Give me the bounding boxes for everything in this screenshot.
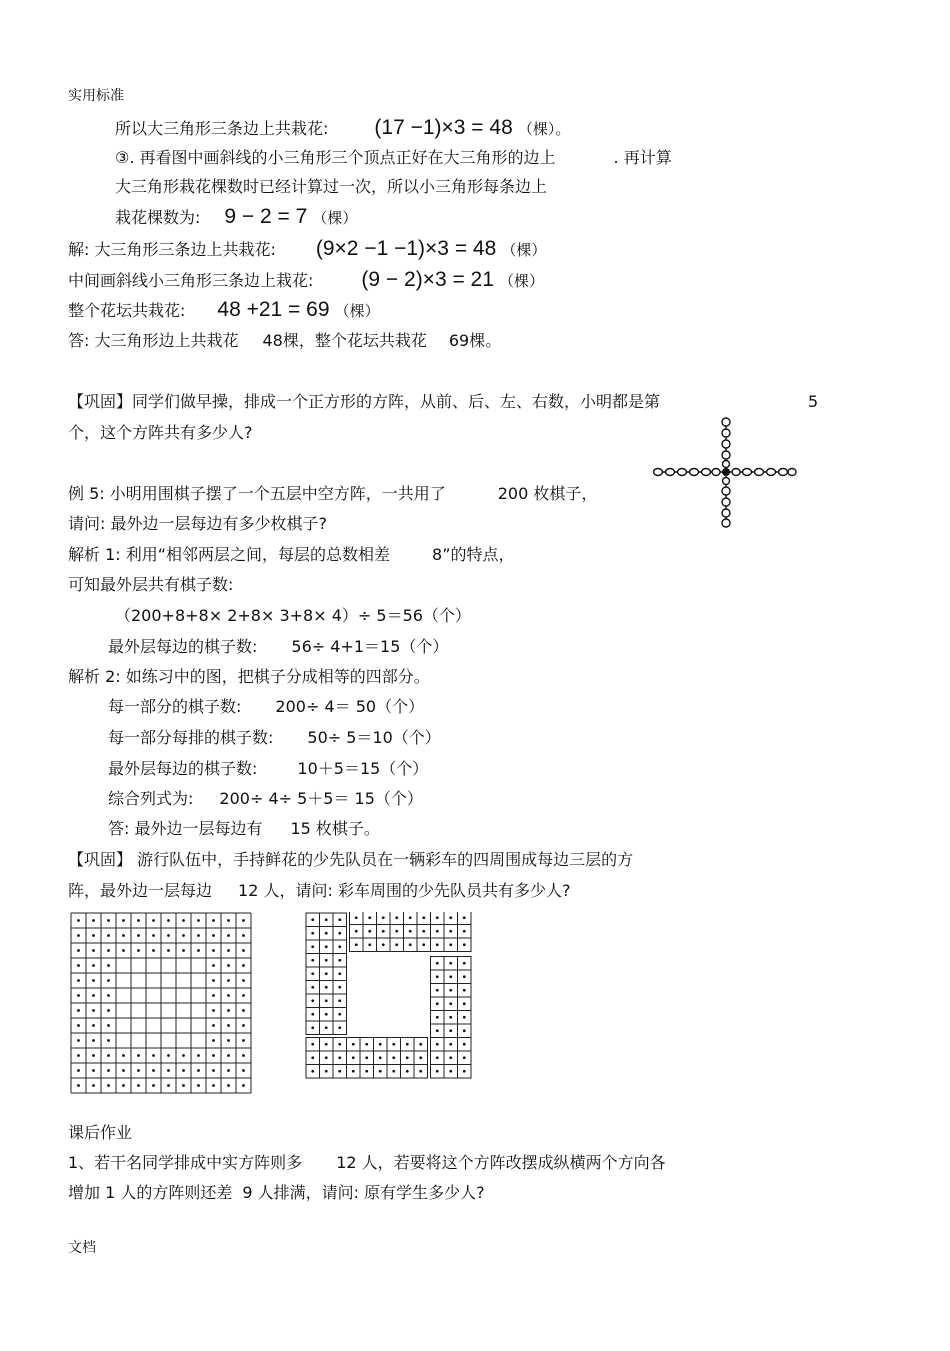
chess-piece-dot [436,930,439,933]
analysis-2-per-row [108,728,441,748]
chess-piece-dot [107,949,110,952]
chess-piece-dot [167,934,170,937]
chess-piece-dot [92,1039,95,1042]
line-text: 9 人排满，请问: 原有学生多少人? [242,1183,485,1202]
chess-piece-dot [338,1043,341,1046]
chess-piece-dot [395,943,398,946]
hollow-square-grid-figure [70,912,252,1094]
chess-piece-dot [368,943,371,946]
chess-piece-dot [242,964,245,967]
grid-part [350,912,472,952]
chess-piece-dot [379,1070,382,1073]
chess-piece-dot [325,959,328,962]
chess-piece-dot [212,994,215,997]
chess-piece-dot [382,916,385,919]
chess-piece-dot [419,1043,422,1046]
homework-q1-line2 [68,1183,485,1203]
chess-piece-dot [167,1069,170,1072]
chess-piece-dot [392,1056,395,1059]
chess-piece-dot [463,943,466,946]
chess-piece-dot [338,972,341,975]
unit: （棵）。 [517,120,571,138]
consolidate-1-line2: 个，这个方阵共有多少人? [68,423,253,442]
chess-piece-dot [242,949,245,952]
line-solution [68,239,546,260]
chess-piece-dot [242,994,245,997]
unit: （棵） [499,272,545,290]
chess-piece-dot [227,964,230,967]
chess-piece-dot [182,934,185,937]
line-text: 12 人，请问: 彩车周围的少先队员共有多少人? [238,881,571,900]
chess-piece-dot [242,979,245,982]
formula: 48 +21 = 69 [217,298,330,321]
chess-piece-dot [242,919,245,922]
chess-piece-dot [107,1039,110,1042]
chess-piece-dot [338,1070,341,1073]
chess-piece-dot [338,1026,341,1029]
chess-piece-dot [152,919,155,922]
chess-piece-dot [311,986,314,989]
chess-piece-dot [449,916,452,919]
chess-piece-dot [463,930,466,933]
chess-piece-dot [436,1043,439,1046]
analysis-2-per-side [108,759,428,779]
chess-piece-dot [463,1043,466,1046]
chess-piece-dot [227,1084,230,1087]
chess-piece-dot [242,1069,245,1072]
chess-piece-dot [325,945,328,948]
chess-piece-dot [436,1016,439,1019]
chess-piece-dot [368,930,371,933]
chess-piece-dot [227,1054,230,1057]
chess-piece-dot [325,972,328,975]
formula: 56÷ 4+1＝15（个） [291,637,449,656]
chess-piece-dot [167,949,170,952]
chess-piece-dot [197,934,200,937]
chess-piece-dot [107,994,110,997]
page-header: 实用标准 [68,88,124,104]
chess-piece-dot [338,959,341,962]
chess-piece-dot [338,918,341,921]
chess-piece-dot [449,1016,452,1019]
chess-piece-dot [167,919,170,922]
chess-piece-dot [449,1043,452,1046]
chess-piece-dot [77,919,80,922]
consolidate-1-number: 5 [808,392,819,411]
analysis-1-formula: （200+8+8× 2+8× 3+8× 4）÷ 5＝56（个） [115,606,471,625]
chess-piece-dot [212,1039,215,1042]
chess-piece-dot [325,1070,328,1073]
line-text: 综合列式为: [108,789,194,808]
chess-piece-dot [77,964,80,967]
grid-part [431,957,472,1079]
line-small-per-side [115,207,357,228]
chess-piece-dot [392,1070,395,1073]
chess-piece-dot [92,919,95,922]
bead-cross-figure [648,414,798,530]
chess-piece-dot [152,1069,155,1072]
chess-piece-dot [463,975,466,978]
chess-piece-dot [449,962,452,965]
chess-piece-dot [325,1056,328,1059]
chess-piece-dot [167,1084,170,1087]
chess-piece-dot [436,975,439,978]
chess-piece-dot [409,930,412,933]
chess-piece-dot [436,916,439,919]
chess-piece-dot [182,1084,185,1087]
chess-piece-dot [311,1026,314,1029]
chess-piece-dot [242,1009,245,1012]
chess-piece-dot [197,1084,200,1087]
chess-piece-dot [242,934,245,937]
chess-piece-dot [77,1069,80,1072]
chess-piece-dot [212,949,215,952]
line-text: 中间画斜线小三角形三条边上栽花: [68,271,314,290]
chess-piece-dot [449,943,452,946]
line-text: 解析 1: 利用“相邻两层之间，每层的总数相差 [68,545,391,564]
analysis-2-per-part [108,697,424,717]
page-footer: 文档 [68,1240,96,1256]
chess-piece-dot [212,964,215,967]
chess-piece-dot [352,1070,355,1073]
analysis-1-per-side [108,637,448,657]
line-text: 答: 最外边一层每边有 [108,819,263,838]
line-text: 12 人，若要将这个方阵改摆成纵横两个方向各 [336,1153,666,1172]
line-text: 栽花棵数为: [115,208,201,227]
chess-piece-dot [182,1054,185,1057]
analysis-2-line: 解析 2: 如练习中的图，把棋子分成相等的四部分。 [68,667,430,686]
formula: (9 − 2)×3 = 21 [361,268,494,291]
formula: 10＋5＝15（个） [297,759,429,778]
chess-piece-dot [355,943,358,946]
chess-piece-dot [406,1043,409,1046]
chess-piece-dot [325,1026,328,1029]
line-answer-1 [68,331,501,351]
chess-piece-dot [92,1069,95,1072]
grid-part [306,954,347,1035]
chess-piece-dot [449,930,452,933]
chess-piece-dot [122,1069,125,1072]
chess-piece-dot [152,1054,155,1057]
chess-piece-dot [463,1016,466,1019]
consolidate-2-line2 [68,881,570,901]
chess-piece-dot [107,964,110,967]
chess-piece-dot [463,1002,466,1005]
formula: 50÷ 5＝10（个） [307,728,441,747]
chess-piece-dot [352,1043,355,1046]
line-text: 8”的特点， [432,545,515,564]
chess-piece-dot [449,1029,452,1032]
chess-piece-dot [137,919,140,922]
chess-piece-dot [107,1054,110,1057]
chess-piece-dot [212,934,215,937]
chess-piece-dot [449,1070,452,1073]
line-text: 例 5: 小明用围棋子摆了一个五层中空方阵，一共用了 [68,484,446,503]
chess-piece-dot [92,934,95,937]
chess-piece-dot [395,916,398,919]
chess-piece-dot [152,1084,155,1087]
chess-piece-dot [422,943,425,946]
chess-piece-dot [311,918,314,921]
chess-piece-dot [436,1070,439,1073]
chess-piece-dot [137,1084,140,1087]
chess-piece-dot [449,1002,452,1005]
chess-piece-dot [436,1056,439,1059]
chess-piece-dot [197,949,200,952]
chess-piece-dot [419,1056,422,1059]
line-text: 1、若干名同学排成中实方阵则多 [68,1153,303,1172]
chess-piece-dot [463,916,466,919]
chess-piece-dot [122,934,125,937]
unit: （棵） [501,241,547,259]
chess-piece-dot [227,1039,230,1042]
chess-piece-dot [368,916,371,919]
chess-piece-dot [92,1009,95,1012]
chess-piece-dot [419,1070,422,1073]
chess-piece-dot [436,1029,439,1032]
chess-piece-dot [227,1009,230,1012]
chess-piece-dot [227,1069,230,1072]
chess-piece-dot [325,1013,328,1016]
chess-piece-dot [197,1054,200,1057]
formula: 9 − 2 = 7 [224,205,308,228]
chess-piece-dot [212,1084,215,1087]
consolidate-2-line1: 【巩固】 游行队伍中，手持鲜花的少先队员在一辆彩车的四周围成每边三层的方 [68,850,634,869]
grid-part [306,913,347,954]
chess-piece-dot [92,994,95,997]
chess-piece-dot [311,1013,314,1016]
chess-piece-dot [227,919,230,922]
chess-piece-dot [122,1054,125,1057]
chess-piece-dot [77,994,80,997]
homework-q1-line1 [68,1153,666,1173]
formula: 200÷ 4÷ 5＋5＝ 15（个） [219,789,423,808]
line-text: 解: 大三角形三条边上共栽花: [68,240,276,259]
chess-piece-dot [365,1056,368,1059]
chess-piece-dot [311,945,314,948]
chess-piece-dot [436,962,439,965]
chess-piece-dot [392,1043,395,1046]
answer-example-5 [108,819,380,839]
chess-piece-dot [449,989,452,992]
formula: (17 −1)×3 = 48 [374,116,513,139]
chess-piece-dot [92,1024,95,1027]
analysis-1-line [68,545,515,565]
example-5-line2: 请问: 最外边一层每边有多少枚棋子? [68,514,327,533]
chess-piece-dot [436,1002,439,1005]
chess-piece-dot [77,934,80,937]
chess-piece-dot [311,1070,314,1073]
chess-piece-dot [197,919,200,922]
chess-piece-dot [227,979,230,982]
chess-piece-dot [212,1009,215,1012]
chess-piece-dot [212,1054,215,1057]
split-square-grid-figure [305,912,487,1094]
chess-piece-dot [325,918,328,921]
chess-piece-dot [242,1024,245,1027]
chess-piece-dot [77,979,80,982]
chess-piece-dot [167,1054,170,1057]
chess-piece-dot [365,1043,368,1046]
chess-piece-dot [227,994,230,997]
formula: (9×2 −1 −1)×3 = 48 [315,237,497,260]
chess-piece-dot [338,999,341,1002]
line-text: 最外层每边的棋子数: [108,759,258,778]
chess-piece-dot [436,943,439,946]
chess-piece-dot [406,1056,409,1059]
chess-piece-dot [449,975,452,978]
chess-piece-dot [182,1069,185,1072]
chess-piece-dot [107,979,110,982]
example-5-line1 [68,484,597,504]
line-middle-triangle [68,270,544,291]
chess-piece-dot [338,1013,341,1016]
chess-piece-dot [77,1084,80,1087]
chess-piece-dot [325,999,328,1002]
chess-piece-dot [311,972,314,975]
analysis-1-line2: 可知最外层共有棋子数: [68,575,234,594]
chess-piece-dot [325,1043,328,1046]
line-step3-cont: 大三角形栽花棵数时已经计算过一次，所以小三角形每条边上 [115,177,548,196]
chess-piece-dot [212,919,215,922]
chess-piece-dot [311,959,314,962]
consolidate-1-line1: 【巩固】同学们做早操，排成一个正方形的方阵，从前、后、左、右数，小明都是第 [68,392,661,411]
chess-piece-dot [107,1024,110,1027]
chess-piece-dot [311,1056,314,1059]
chess-piece-dot [422,916,425,919]
line-step3 [115,148,672,168]
chess-piece-dot [409,943,412,946]
chess-piece-dot [92,979,95,982]
chess-piece-dot [77,1054,80,1057]
chess-piece-dot [338,932,341,935]
line-text: 200 枚棋子， [497,484,598,503]
chess-piece-dot [77,1039,80,1042]
chess-piece-dot [137,949,140,952]
chess-piece-dot [242,1039,245,1042]
chess-piece-dot [152,934,155,937]
chess-piece-dot [212,979,215,982]
chess-piece-dot [325,932,328,935]
chess-piece-dot [311,932,314,935]
chess-piece-dot [406,1070,409,1073]
chess-piece-dot [107,1084,110,1087]
line-big-triangle-total [115,118,570,139]
chess-piece-dot [379,1056,382,1059]
chess-piece-dot [382,930,385,933]
chess-piece-dot [122,949,125,952]
chess-piece-dot [77,1024,80,1027]
chess-piece-dot [212,1024,215,1027]
chess-piece-dot [227,1024,230,1027]
line-whole-bed [68,300,380,321]
chess-piece-dot [77,949,80,952]
chess-piece-dot [107,919,110,922]
chess-piece-dot [212,1069,215,1072]
chess-piece-dot [107,1069,110,1072]
line-text: 阵，最外边一层每边 [68,881,213,900]
chess-piece-dot [395,930,398,933]
chess-piece-dot [463,1070,466,1073]
analysis-2-combined [108,789,423,809]
chess-piece-dot [338,986,341,989]
chess-piece-dot [463,1056,466,1059]
chess-piece-dot [311,1043,314,1046]
chess-piece-dot [355,930,358,933]
chess-piece-dot [338,945,341,948]
chess-piece-dot [242,1084,245,1087]
line-text: 整个花坛共栽花: [68,301,186,320]
chess-piece-dot [182,919,185,922]
chess-piece-dot [182,949,185,952]
chess-piece-dot [463,1029,466,1032]
line-text: ③. 再看图中画斜线的小三角形三个顶点正好在大三角形的边上 [115,148,556,167]
chess-piece-dot [449,1056,452,1059]
chess-piece-dot [107,934,110,937]
grid-part [306,1038,428,1079]
chess-piece-dot [409,916,412,919]
chess-piece-dot [242,1054,245,1057]
line-text: 答: 大三角形边上共栽花 [68,331,239,350]
line-text: 增加 1 人的方阵则还差 [68,1183,233,1202]
chess-piece-dot [92,1054,95,1057]
formula: 200÷ 4＝ 50（个） [275,697,425,716]
chess-piece-dot [137,1054,140,1057]
chess-piece-dot [92,964,95,967]
chess-piece-dot [152,949,155,952]
homework-title: 课后作业 [68,1123,133,1142]
chess-piece-dot [311,999,314,1002]
unit: （棵） [312,209,358,227]
chess-piece-dot [352,1056,355,1059]
chess-piece-dot [122,919,125,922]
chess-piece-dot [137,1069,140,1072]
chess-piece-dot [77,1009,80,1012]
chess-piece-dot [227,934,230,937]
chess-piece-dot [379,1043,382,1046]
chess-piece-dot [463,989,466,992]
chess-piece-dot [227,949,230,952]
line-text: 最外层每边的棋子数: [108,637,258,656]
chess-piece-dot [92,949,95,952]
line-text: 所以大三角形三条边上共栽花: [115,119,329,138]
line-text: 69棵。 [448,331,502,350]
chess-piece-dot [463,962,466,965]
chess-piece-dot [107,1009,110,1012]
xiaoming-marker-icon [722,468,730,476]
chess-piece-dot [325,986,328,989]
chess-piece-dot [92,1084,95,1087]
chess-piece-dot [365,1070,368,1073]
chess-piece-dot [355,916,358,919]
line-text-tail: . 再计算 [613,148,672,167]
chess-piece-dot [382,943,385,946]
unit: （棵） [334,302,380,320]
line-text: 每一部分每排的棋子数: [108,728,274,747]
line-text: 48棵，整个花坛共栽花 [262,331,427,350]
chess-piece-dot [422,930,425,933]
line-text: 15 枚棋子。 [290,819,380,838]
chess-piece-dot [197,1069,200,1072]
chess-piece-dot [436,989,439,992]
chess-piece-dot [122,1084,125,1087]
chess-piece-dot [137,934,140,937]
line-text: 每一部分的棋子数: [108,697,242,716]
chess-piece-dot [338,1056,341,1059]
